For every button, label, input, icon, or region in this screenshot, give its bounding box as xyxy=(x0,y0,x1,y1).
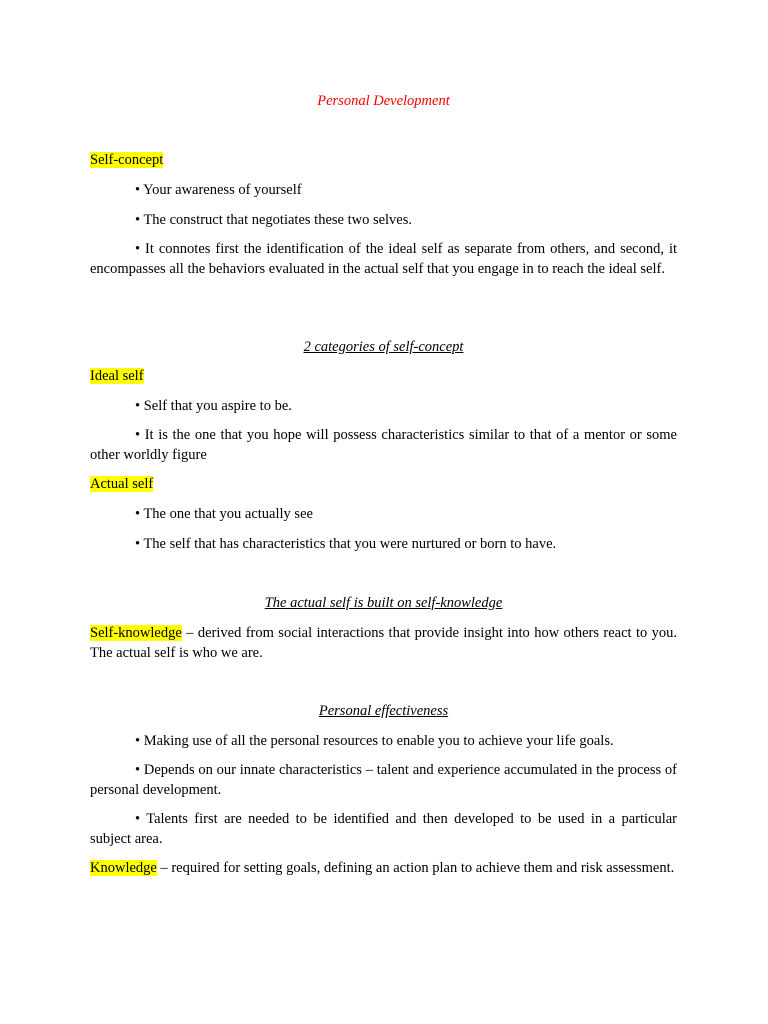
self-concept-bullet-3: • It connotes first the identification of the ideal self as separate from others, and second, it encompasses all the behaviors evaluated in the actual self that you engage in to reach the ideal self. xyxy=(90,241,677,277)
actual-self-heading-text: Actual self xyxy=(90,476,154,492)
document-title: Personal Development xyxy=(317,93,450,109)
self-knowledge-term: Self-knowledge xyxy=(90,625,182,641)
knowledge-term: Knowledge xyxy=(90,860,157,876)
self-knowledge-paragraph xyxy=(90,624,677,663)
self-concept-heading xyxy=(90,151,677,171)
actual-self-heading xyxy=(90,475,677,495)
knowledge-text: – required for setting goals, defining an action plan to achieve them and risk assessment. xyxy=(156,860,675,876)
actual-self-bullet-2: • The self that has characteristics that you were nurtured or born to have. xyxy=(135,536,557,552)
self-concept-heading-text: Self-concept xyxy=(90,152,164,168)
ideal-self-bullet-2: • It is the one that you hope will possess characteristics similar to that of a mentor or some other worldly figure xyxy=(90,427,677,463)
ideal-self-heading xyxy=(90,367,677,387)
ideal-self-bullet-1: • Self that you aspire to be. xyxy=(135,398,292,414)
self-concept-bullet-1: • Your awareness of yourself xyxy=(135,182,302,198)
effectiveness-heading: Personal effectiveness xyxy=(318,703,449,719)
effectiveness-bullet-1: • Making use of all the personal resources to enable you to achieve your life goals. xyxy=(135,733,614,749)
effectiveness-bullet-2: • Depends on our innate characteristics – talent and experience accumulated in the process of personal development. xyxy=(90,762,677,798)
ideal-self-heading-text: Ideal self xyxy=(90,368,144,384)
effectiveness-bullet-3: • Talents first are needed to be identified and then developed to be used in a particular subject area. xyxy=(90,811,677,847)
self-concept-bullet-2: • The construct that negotiates these two selves. xyxy=(135,212,413,228)
actual-self-bullet-1: • The one that you actually see xyxy=(135,506,313,522)
actual-built-heading: The actual self is built on self-knowledge xyxy=(264,595,503,611)
categories-heading: 2 categories of self-concept xyxy=(303,339,464,355)
self-knowledge-text: – derived from social interactions that provide insight into how others react to you. The actual self is who we are. xyxy=(90,625,677,661)
knowledge-paragraph xyxy=(90,859,677,879)
